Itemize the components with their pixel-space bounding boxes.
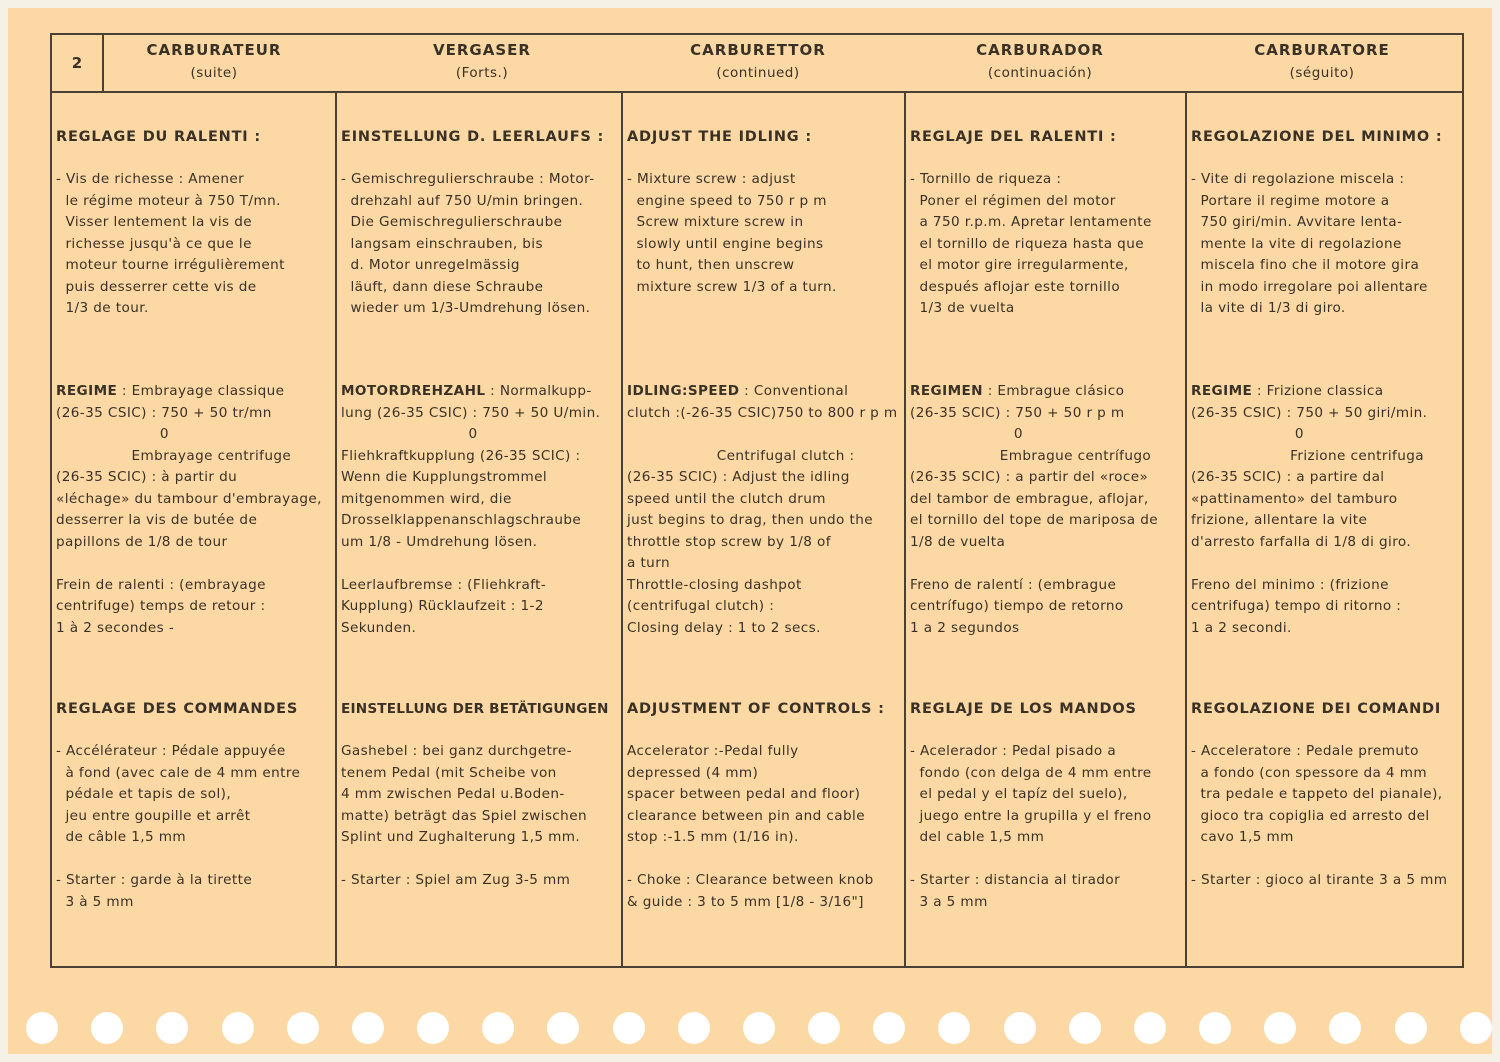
header-title: VERGASER (433, 41, 531, 59)
binder-hole (1069, 1012, 1101, 1044)
column-english (623, 93, 904, 966)
regime-heading: IDLING:SPEED (627, 383, 740, 399)
binder-holes (26, 1012, 1492, 1048)
header-subtitle: (continuación) (987, 65, 1093, 81)
idling-text: - Gemischregulierschraube : Motor- drehzahl auf 750 U/min bringen. Die Gemischregulierschraube langsam einschrauben, bis d. Motor unregelmässig läuft, dann diese Schraube wieder um 1/3-Umdrehung lösen. (341, 171, 595, 316)
header-subtitle: (suite) (190, 65, 238, 81)
controls-text: - Acelerador : Pedal pisado a fondo (con delga de 4 mm entre el pedal y el tapíz del suelo), juego entre la grupilla y el freno del cable 1,5 mm - Starter : distancia al tirador 3 a 5 mm (910, 743, 1152, 910)
column-french (52, 93, 335, 966)
header-english (618, 41, 898, 81)
idling-text: - Tornillo de riqueza : Poner el régimen del motor a 750 r.p.m. Apretar lentamente el tornillo de riqueza hasta que el motor gire irregularmente, después aflojar este tornillo 1/3 de vuelta (910, 171, 1152, 316)
controls-text: - Acceleratore : Pedale premuto a fondo (con spessore da 4 mm tra pedale e tappeto del pianale), gioco tra copiglia ed arresto del cavo 1,5 mm - Starter : gioco al tirante 3 a 5 mm (1191, 743, 1448, 888)
header-french (104, 41, 324, 81)
binder-hole (613, 1012, 645, 1044)
section-title-controls: REGOLAZIONE DEI COMANDI (1191, 701, 1442, 717)
idling-text: - Vite di regolazione miscela : Portare il regime motore a 750 giri/min. Avvitare lenta- mente la vite di regolazione miscela fino che il motore gira in modo irregolare poi allentare la vite di 1/3 di giro. (1191, 171, 1428, 316)
regime-text: : Normalkupp- lung (26-35 CSIC) : 750 + 50 U/min. 0 Fliehkraftkupplung (26-35 SCIC) : Wenn die Kupplungstrommel mitgenommen wird, die Drosselklappenanschlagschraube um 1/8 - Umdrehung lösen. Leerlaufbremse : (Fliehkraft- Kupplung) Rücklaufzeit : 1-2 Sekunden. (341, 383, 601, 636)
binder-hole (938, 1012, 970, 1044)
section-title-controls: ADJUSTMENT OF CONTROLS : (627, 701, 885, 717)
column-italian (1187, 93, 1464, 966)
regime-block (1191, 381, 1462, 639)
header-title: CARBURADOR (976, 41, 1104, 59)
binder-hole (156, 1012, 188, 1044)
controls-text: Accelerator :-Pedal fully depressed (4 mm) spacer between pedal and floor) clearance between pin and cable stop :-1.5 mm (1/16 in). - Choke : Clearance between knob & guide : 3 to 5 mm [1/8 - 3/16"] (627, 743, 874, 910)
manual-page (8, 8, 1492, 1054)
page-number: 2 (52, 35, 104, 91)
binder-hole (743, 1012, 775, 1044)
column-german (337, 93, 621, 966)
regime-block (56, 381, 333, 639)
section-title-controls: REGLAGE DES COMMANDES (56, 701, 299, 717)
header-subtitle: (continued) (716, 65, 800, 81)
binder-hole (26, 1012, 58, 1044)
binder-hole (1264, 1012, 1296, 1044)
table-frame (50, 33, 1464, 968)
binder-hole (352, 1012, 384, 1044)
section-title-idling: ADJUST THE IDLING : (627, 129, 812, 145)
header-german (342, 41, 622, 81)
controls-text: - Accélérateur : Pédale appuyée à fond (avec cale de 4 mm entre pédale et tapis de sol), jeu entre goupille et arrêt de câble 1,5 mm - Starter : garde à la tirette 3 à 5 mm (56, 743, 301, 910)
binder-hole (547, 1012, 579, 1044)
binder-hole (808, 1012, 840, 1044)
regime-block (341, 381, 619, 639)
section-title-idling: REGLAGE DU RALENTI : (56, 129, 261, 145)
regime-text: : Embrayage classique (26-35 CSIC) : 750 + 50 tr/mn 0 Embrayage centrifuge (26-35 SCIC) : à partir du «léchage» du tambour d'embrayage, desserrer la vis de butée de papillons de 1/8 de tour Frein de ralenti : (embrayage centrifuge) temps de retour : 1 à 2 secondes - (56, 383, 322, 636)
binder-hole (287, 1012, 319, 1044)
section-title-idling: EINSTELLUNG D. LEERLAUFS : (341, 129, 605, 145)
column-spanish (906, 93, 1185, 966)
binder-hole (1134, 1012, 1166, 1044)
header-title: CARBURATEUR (146, 41, 282, 59)
regime-block (910, 381, 1183, 639)
header-spanish (900, 41, 1180, 81)
binder-hole (482, 1012, 514, 1044)
binder-hole (417, 1012, 449, 1044)
regime-block (627, 381, 902, 639)
regime-heading: MOTORDREHZAHL (341, 383, 486, 399)
binder-hole (222, 1012, 254, 1044)
header-title: CARBURATORE (1254, 41, 1390, 59)
regime-heading: REGIME (56, 383, 118, 399)
section-title-idling: REGOLAZIONE DEL MINIMO : (1191, 129, 1443, 145)
header-subtitle: (séguito) (1289, 65, 1355, 81)
binder-hole (91, 1012, 123, 1044)
table-header (52, 35, 1462, 93)
regime-heading: REGIME (1191, 383, 1253, 399)
regime-text: : Frizione classica (26-35 CSIC) : 750 + 50 giri/min. 0 Frizione centrifuga (26-35 SCIC) : a partire dal «pattinamento» del tamburo frizione, allentare la vite d'arresto farfalla di 1/8 di giro. Freno del minimo : (frizione centrifuga) tempo di ritorno : 1 a 2 secondi. (1191, 383, 1428, 636)
binder-hole (873, 1012, 905, 1044)
header-subtitle: (Forts.) (455, 65, 509, 81)
section-title-controls: EINSTELLUNG DER BETÄTIGUNGEN (341, 701, 609, 717)
header-italian (1182, 41, 1462, 81)
regime-heading: REGIMEN (910, 383, 983, 399)
binder-hole (1395, 1012, 1427, 1044)
section-title-idling: REGLAJE DEL RALENTI : (910, 129, 1117, 145)
regime-text: : Embrague clásico (26-35 SCIC) : 750 + 50 r p m 0 Embrague centrífugo (26-35 SCIC) : a partir del «roce» del tambor de embrague, aflojar, el tornillo del tope de mariposa de 1/8 de vuelta Freno de ralentí : (embrague centrífugo) tiempo de retorno 1 a 2 segundos (910, 383, 1159, 636)
idling-text: - Mixture screw : adjust engine speed to 750 r p m Screw mixture screw in slowly until engine begins to hunt, then unscrew mixture screw 1/3 of a turn. (627, 171, 837, 295)
binder-hole (1460, 1012, 1492, 1044)
header-title: CARBURETTOR (690, 41, 826, 59)
section-title-controls: REGLAJE DE LOS MANDOS (910, 701, 1137, 717)
binder-hole (1329, 1012, 1361, 1044)
binder-hole (1004, 1012, 1036, 1044)
regime-text: : Conventional clutch :(-26-35 CSIC)750 to 800 r p m Centrifugal clutch : (26-35 SCIC) : Adjust the idling speed until the clutch drum just begins to drag, then undo the throttle stop screw by 1/8 of a turn Throttle-closing dashpot (centrifugal clutch) : Closing delay : 1 to 2 secs. (627, 383, 898, 636)
binder-hole (1199, 1012, 1231, 1044)
binder-hole (678, 1012, 710, 1044)
idling-text: - Vis de richesse : Amener le régime moteur à 750 T/mn. Visser lentement la vis de richesse jusqu'à ce que le moteur tourne irrégulièrement puis desserrer cette vis de 1/3 de tour. (56, 171, 285, 316)
controls-text: Gashebel : bei ganz durchgetre- tenem Pedal (mit Scheibe von 4 mm zwischen Pedal u.Boden- matte) beträgt das Spiel zwischen Splint und Zughalterung 1,5 mm. - Starter : Spiel am Zug 3-5 mm (341, 743, 587, 888)
